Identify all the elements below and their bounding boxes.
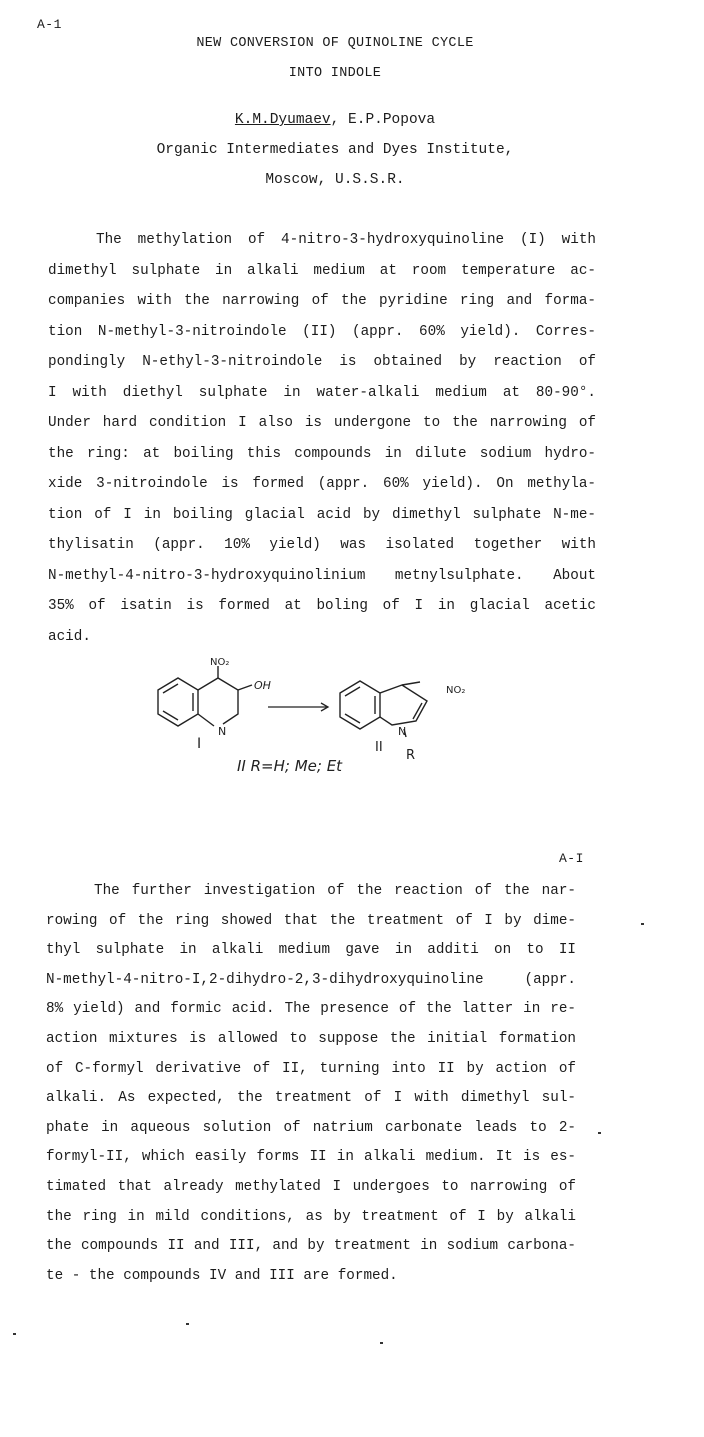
text-line: pondingly N-ethyl-3-nitroindole is obtained by reaction of [48,354,596,370]
text-line: formyl-II, which easily forms II in alkali medium. It is es- [46,1149,576,1166]
text-line: dimethyl sulphate in alkali medium at room temperature ac- [48,262,596,279]
text-line: xide 3-nitroindole is formed (appr. 60% yield). On methyla- [48,476,596,492]
text-line: I with diethyl sulphate in water-alkali medium at 80-90°. [48,384,596,401]
text-line: alkali. As expected, the treatment of I with dimethyl sul- [46,1090,576,1107]
reaction-scheme [140,645,500,785]
text-line: the ring in mild conditions, as by treatment of I by alkali [46,1208,576,1225]
text-line: tion of I in boiling glacial acid by dimethyl sulphate N-me- [48,506,596,523]
benzene-ring-indole [340,681,380,729]
text-line: N-methyl-4-nitro-3-hydroxyquinolinium metnylsulphate. About [48,567,596,584]
text-line: companies with the narrowing of the pyridine ring and forma- [48,293,596,309]
scan-speck [380,1342,383,1344]
author-line [0,112,670,128]
text-line: phate in aqueous solution of natrium carbonate leads to 2- [46,1119,576,1136]
scan-speck [13,1333,16,1335]
text-line: of C-formyl derivative of II, turning into II by action of [46,1060,576,1077]
r-label: R [406,748,416,763]
text-line: action mixtures is allowed to suppose the initial formation [46,1030,576,1047]
compound-label-I: I [197,736,202,752]
author-first: K.M.Dyumaev [234,112,331,128]
reaction-arrow [268,703,328,711]
paper-title-line-2: INTO INDOLE [288,66,382,81]
affiliation-line-2: Moscow, U.S.S.R. [265,172,405,188]
text-line: The methylation of 4-nitro-3-hydroxyquinoline (I) with [96,232,596,248]
compound-label-II: II [375,740,383,755]
no2-label-top: NO₂ [210,657,230,668]
text-line: acid. [48,628,91,645]
quinoline-n-label: N [218,725,227,738]
pyridine-ring [198,678,238,724]
scan-speck [186,1323,189,1325]
text-line: timated that already methylated I undergoes to narrowing of [46,1178,576,1195]
pyrrole-ring [380,685,427,725]
paper-title-line-1: NEW CONVERSION OF QUINOLINE CYCLE [196,36,474,51]
affiliation-line-1: Organic Intermediates and Dyes Institute, [156,142,514,158]
text-line: N-methyl-4-nitro-I,2-dihydro-2,3-dihydroxyquinoline (appr. [46,971,576,988]
text-line: the compounds II and III, and by treatment in sodium carbona- [46,1238,576,1255]
text-line: Under hard condition I also is undergone to the narrowing of [48,415,596,431]
substituent-legend: II R=H; Me; Et [237,757,343,775]
oh-label: OH [254,679,271,692]
author-rest: , E.P.Popova [330,112,436,128]
text-line: thylisatin (appr. 10% yield) was isolated together with [48,537,596,553]
text-line: te - the compounds IV and III are formed. [46,1267,398,1284]
quinoline-structure [158,666,252,726]
text-line: rowing of the ring showed that the treatment of I by dime- [46,912,576,929]
text-line: thyl sulphate in alkali medium gave in additi on to II [46,942,576,959]
text-line: 8% yield) and formic acid. The presence of the latter in re- [46,1001,576,1018]
abstract-paragraph-1 [48,225,596,652]
page-id-bottom: A-I [559,851,584,866]
benzene-ring-quinoline [158,678,198,726]
text-line: the ring: at boiling this compounds in dilute sodium hydro- [48,445,596,462]
text-line: The further investigation of the reaction of the nar- [94,883,576,899]
text-line: 35% of isatin is formed at boling of I in glacial acetic [48,598,596,614]
abstract-paragraph-2 [46,877,576,1291]
scan-speck [641,923,644,925]
page-id-top: A-1 [37,17,62,32]
no2-label-right: NO₂ [446,685,466,696]
text-line: tion N-methyl-3-nitroindole (II) (appr. 60% yield). Corres- [48,323,596,340]
indole-n-label: N [398,725,407,738]
scan-speck [598,1132,601,1134]
indole-structure [340,681,427,737]
